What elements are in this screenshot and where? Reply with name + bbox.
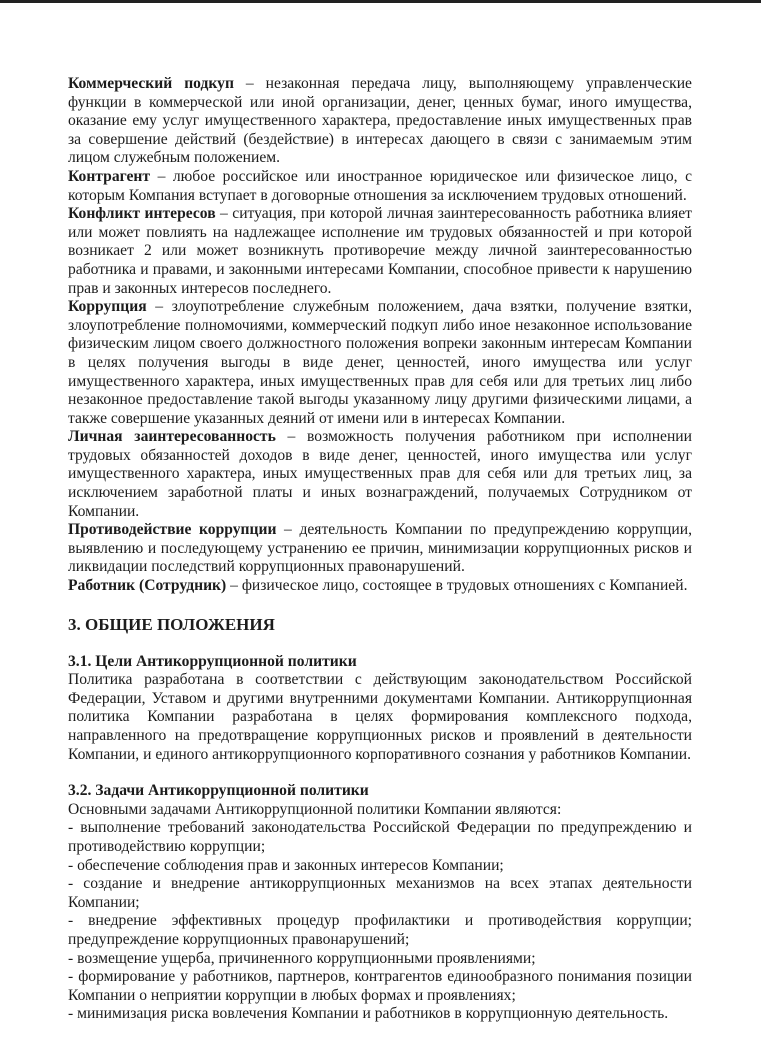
paragraph: Политика разработана в соответствии с действующим законодательством Российской Федерации, Уставом и другими внутренними документами Компании. Антикоррупционная политика Компании разработана в целях формирования комплексного подхода, направленного на предотвращение коррупционных рисков и проявлений в деятельности Компании, и единого антикоррупционного корпоративного сознания у работников Компании. — [68, 671, 692, 763]
definitions-block — [68, 75, 692, 596]
definition-paragraph: Контрагент – любое российское или иностранное юридическое или физическое лицо, с которым Компания вступает в договорные отношения за исключением трудовых отношений. — [68, 167, 692, 204]
definition-paragraph: Противодействие коррупции – деятельность Компании по предупреждению коррупции, выявлению и последующему устранению ее причин, минимизации коррупционных рисков и ликвидации последствий коррупционных правонарушений. — [68, 521, 692, 576]
definition-term: Коммерческий подкуп — [68, 75, 234, 92]
paragraph: - выполнение требований законодательства Российской Федерации по предупреждению и противодействию коррупции; — [68, 819, 692, 855]
definition-paragraph: Работник (Сотрудник) – физическое лицо, состоящее в трудовых отношениях с Компанией. — [68, 577, 688, 595]
document-page — [0, 3, 761, 1044]
paragraph: - минимизация риска вовлечения Компании и работников в коррупционную деятельность. — [68, 1005, 669, 1023]
paragraph: - формирование у работников, партнеров, контрагентов единообразного понимания позиции Компании о неприятии коррупции в любых формах и проявлениях; — [68, 968, 692, 1004]
paragraph: - возмещение ущерба, причиненного коррупционными проявлениями; — [68, 949, 536, 967]
subsection-title: 3.1. Цели Антикоррупционной политики — [68, 652, 357, 670]
paragraph: - внедрение эффективных процедур профилактики и противодействия коррупции; предупреждение коррупционных правонарушений; — [68, 912, 692, 948]
definition-term: Конфликт интересов — [68, 205, 216, 223]
definition-term: Контрагент — [68, 167, 151, 185]
definition-term: Коррупция — [68, 298, 147, 316]
subsection-title: 3.2. Задачи Антикоррупционной политики — [68, 782, 369, 800]
paragraph: Основными задачами Антикоррупционной политики Компании являются: — [68, 800, 562, 818]
paragraph: - создание и внедрение антикоррупционных механизмов на всех этапах деятельности Компании; — [68, 875, 692, 911]
definition-paragraph: Коррупция – злоупотребление служебным положением, дача взятки, получение взятки, злоупотребление полномочиями, коммерческий подкуп либо иное незаконное использование физическим лицом своего должностного положения вопреки законным интересам Компании в целях получения выгоды в виде денег, ценностей, иного имущества или услуг имущественного характера, иных имущественных прав для себя или для третьих лиц либо незаконное предоставление такой выгоды указанному лицу другими физическими лицами, а также совершение указанных деяний от имени или в интересах Компании. — [68, 298, 692, 427]
paragraph: - обеспечение соблюдения прав и законных интересов Компании; — [68, 856, 504, 874]
subsection — [68, 653, 692, 765]
section-heading: 3. ОБЩИЕ ПОЛОЖЕНИЯ — [68, 614, 275, 634]
subsection — [68, 782, 692, 1024]
definition-paragraph: Конфликт интересов – ситуация, при которой личная заинтересованность работника влияет или может повлиять на надлежащее исполнение им трудовых обязанностей и при которой возникает 2 или может возникнуть противоречие между личной заинтересованностью работника и правами, и законными интересами Компании, способное привести к нарушению прав и законных интересов последнего. — [68, 205, 693, 297]
subsections-block — [68, 653, 692, 1024]
definition-term: Противодействие коррупции — [68, 521, 277, 539]
definition-paragraph: Коммерческий подкуп – незаконная передача лицу, выполняющему управленческие функции в коммерческой или иной организации, денег, ценных бумаг, иного имущества, оказание ему услуг имущественного характера, предоставление иных имущественных прав за совершение действий (бездействие) в интересах дающего в связи с занимаемым этим лицом служебным положением. — [68, 75, 692, 167]
definition-paragraph: Личная заинтересованность – возможность получения работником при исполнении трудовых обязанностей доходов в виде денег, ценностей, иного имущества или услуг имущественного характера, иных имущественных прав для себя или для третьих лиц, за исключением заработной платы и иных вознаграждений, получаемых Сотрудником от Компании. — [68, 428, 692, 520]
definition-term: Личная заинтересованность — [68, 428, 276, 446]
definition-term: Работник (Сотрудник) — [68, 577, 227, 595]
